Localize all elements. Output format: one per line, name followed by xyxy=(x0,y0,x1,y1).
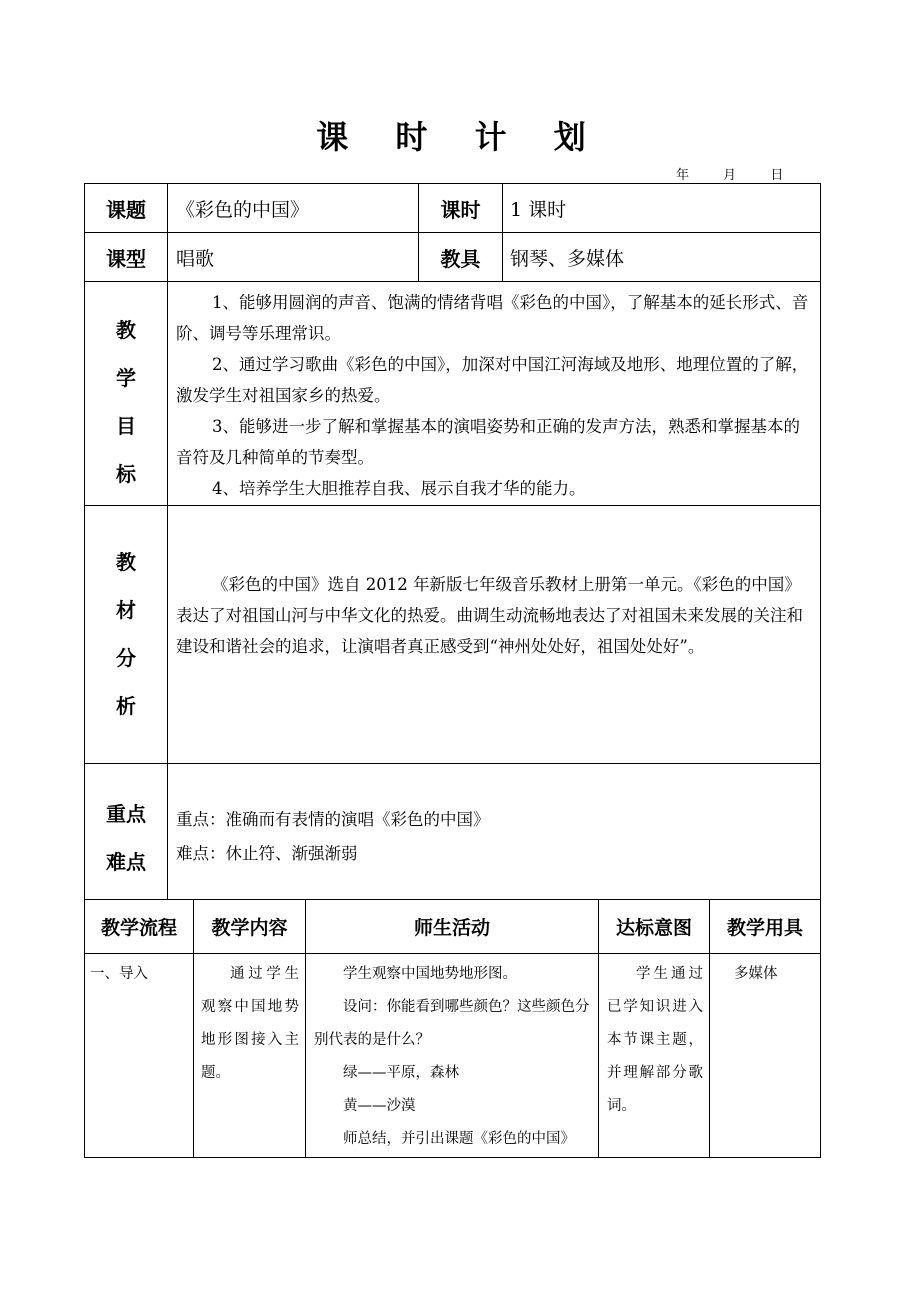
topic-value: 《彩色的中国》 xyxy=(176,198,310,221)
goals-label-char: 学 xyxy=(116,366,136,390)
key-point: 重点：准确而有表情的演唱《彩色的中国》 xyxy=(176,810,490,829)
goals-label-char: 标 xyxy=(116,462,136,486)
process-header-content: 教学内容 xyxy=(211,917,288,939)
topic-label: 课题 xyxy=(106,197,146,222)
date-month: 月 xyxy=(723,168,737,183)
goals-label-char: 教 xyxy=(116,318,136,342)
goal-item: 1、能够用圆润的声音、饱满的情绪背唱《彩色的中国》，了解基本的延长形式、音阶、调号等乐理常识。 xyxy=(176,293,809,343)
analysis-label-char: 教 xyxy=(116,550,136,574)
difficulty-point: 难点：休止符、渐强渐弱 xyxy=(176,844,358,863)
goals-list xyxy=(176,287,814,504)
keypoints-text xyxy=(176,803,814,871)
process-header-intent: 达标意图 xyxy=(615,917,692,939)
analysis-label-char: 析 xyxy=(116,694,136,718)
activity-line: 黄——沙漠 xyxy=(343,1098,416,1114)
process-stage: 一、导入 xyxy=(90,966,148,982)
keypoints-label-line: 重点 xyxy=(106,802,146,826)
activity-line: 学生观察中国地势地形图。 xyxy=(343,966,517,982)
goal-item: 3、能够进一步了解和掌握基本的演唱姿势和正确的发声方法，熟悉和掌握基本的音符及几种简单的节奏型。 xyxy=(176,417,800,467)
date-line xyxy=(676,164,813,183)
analysis-label xyxy=(85,538,167,730)
goal-item: 2、通过学习歌曲《彩色的中国》，加深对中国江河海域及地形、地理位置的了解，激发学生对祖国家乡的热爱。 xyxy=(176,355,809,405)
process-header-tools: 教学用具 xyxy=(726,917,803,939)
hours-label: 课时 xyxy=(440,197,481,222)
process-header-activities: 师生活动 xyxy=(413,917,490,939)
date-year: 年 xyxy=(676,168,690,183)
analysis-label-char: 分 xyxy=(116,646,136,670)
activity-line: 设问：你能看到哪些颜色？这些颜色分别代表的是什么？ xyxy=(314,999,590,1048)
goals-label xyxy=(85,306,167,498)
tools-label: 教具 xyxy=(440,246,481,271)
activity-line: 师总结，并引出课题《彩色的中国》 xyxy=(343,1131,575,1147)
process-tools: 多媒体 xyxy=(734,966,778,982)
goals-label-char: 目 xyxy=(116,414,136,438)
activity-line: 绿——平原，森林 xyxy=(343,1065,459,1081)
tools-value: 钢琴、多媒体 xyxy=(510,247,625,270)
keypoints-label-line: 难点 xyxy=(106,850,146,874)
process-activities xyxy=(314,958,592,1156)
goal-item: 4、培养学生大胆推荐自我、展示自我才华的能力。 xyxy=(212,479,586,498)
date-day: 日 xyxy=(770,168,784,183)
process-intent: 学生通过已学知识进入本节课主题，并理解部分歌词。 xyxy=(607,966,703,1114)
type-value: 唱歌 xyxy=(176,247,215,270)
process-header-stage: 教学流程 xyxy=(100,917,177,939)
analysis-text: 《彩色的中国》选自 2012 年新版七年级音乐教材上册第一单元。《彩色的中国》表达了对祖国山河与中华文化的热爱。曲调生动流畅地表达了对祖国未来发展的关注和建设和谐社会的追求，让演唱者真正感受到“神州处处好，祖国处处好”。 xyxy=(176,575,803,656)
page-title: 课 时 计 划 xyxy=(316,118,604,156)
process-content: 通过学生观察中国地势地形图接入主题。 xyxy=(201,966,299,1081)
analysis-label-char: 材 xyxy=(116,598,136,622)
type-label: 课型 xyxy=(106,246,146,271)
keypoints-label xyxy=(85,790,167,886)
hours-value: 1 课时 xyxy=(510,198,567,221)
